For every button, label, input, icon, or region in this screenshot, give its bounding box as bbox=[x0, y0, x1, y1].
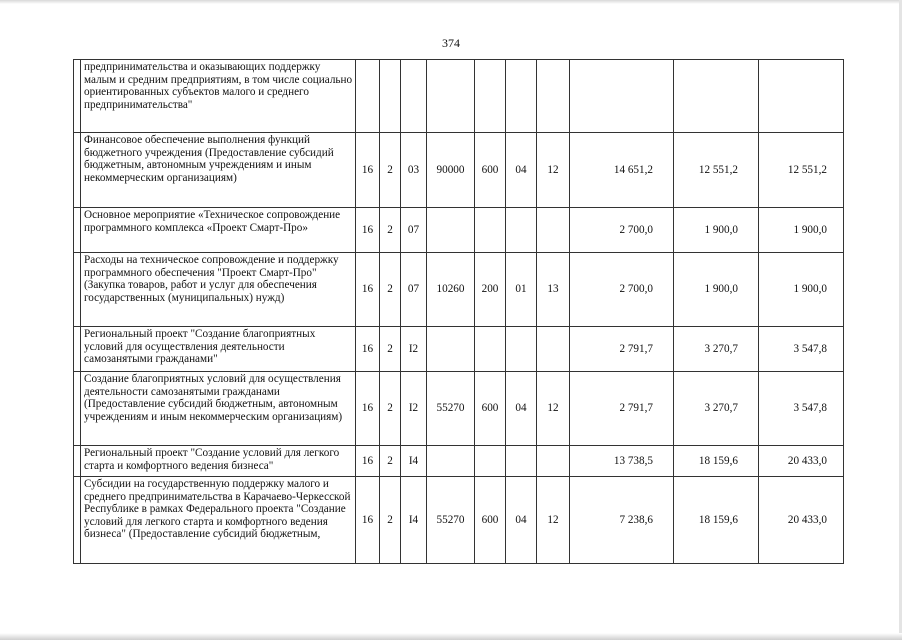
cell-c2: 2 bbox=[380, 133, 401, 208]
cell-c4 bbox=[427, 327, 475, 372]
row-name: Финансовое обеспечение выполнения функций бюджетного учреждения (Предоставление субсидий бюджетным, автономным учреждениям и иным некоммерческим организациям) bbox=[81, 133, 356, 208]
row-name: Субсидии на государственную поддержку малого и среднего предпринимательства в Карачаево-Черкесской Республике в рамках Федерального проекта "Создание условий для легкого старта и комфортного ведения бизнеса" (Предоставление субсидий бюджетным, bbox=[81, 477, 356, 564]
cell-c3 bbox=[401, 60, 427, 133]
cell-c7 bbox=[537, 327, 570, 372]
table-row bbox=[74, 253, 844, 327]
margin-cell bbox=[74, 208, 81, 253]
margin-cell bbox=[74, 446, 81, 477]
cell-value-3: 1 900,0 bbox=[759, 253, 844, 327]
scan-edge-top bbox=[0, 0, 902, 4]
cell-c4 bbox=[427, 60, 475, 133]
cell-c5: 600 bbox=[475, 477, 506, 564]
cell-c4 bbox=[427, 208, 475, 253]
cell-c6: 04 bbox=[506, 372, 537, 446]
cell-c1: 16 bbox=[356, 372, 380, 446]
cell-c7: 12 bbox=[537, 133, 570, 208]
cell-c2: 2 bbox=[380, 372, 401, 446]
margin-cell bbox=[74, 327, 81, 372]
cell-c1: 16 bbox=[356, 253, 380, 327]
cell-c1: 16 bbox=[356, 477, 380, 564]
cell-value-2: 3 270,7 bbox=[674, 327, 759, 372]
cell-c1: 16 bbox=[356, 446, 380, 477]
cell-value-3 bbox=[759, 60, 844, 133]
cell-value-1: 7 238,6 bbox=[570, 477, 674, 564]
cell-value-2: 1 900,0 bbox=[674, 208, 759, 253]
cell-c2: 2 bbox=[380, 253, 401, 327]
cell-c7 bbox=[537, 60, 570, 133]
row-name: Региональный проект "Создание условий для легкого старта и комфортного ведения бизнеса" bbox=[81, 446, 356, 477]
cell-c5 bbox=[475, 60, 506, 133]
cell-c3: 03 bbox=[401, 133, 427, 208]
cell-value-3: 12 551,2 bbox=[759, 133, 844, 208]
cell-c3: I4 bbox=[401, 477, 427, 564]
cell-c4: 55270 bbox=[427, 477, 475, 564]
margin-cell bbox=[74, 372, 81, 446]
cell-c6: 04 bbox=[506, 477, 537, 564]
table-row bbox=[74, 60, 844, 133]
cell-c3: I2 bbox=[401, 327, 427, 372]
cell-value-1: 2 700,0 bbox=[570, 208, 674, 253]
cell-c7 bbox=[537, 208, 570, 253]
cell-value-2: 3 270,7 bbox=[674, 372, 759, 446]
cell-c3: 07 bbox=[401, 208, 427, 253]
cell-c1 bbox=[356, 60, 380, 133]
cell-c7: 12 bbox=[537, 372, 570, 446]
cell-c4 bbox=[427, 446, 475, 477]
cell-c7 bbox=[537, 446, 570, 477]
row-name: предпринимательства и оказывающих поддержку малым и средним предприятиям, в том числе социально ориентированных субъектов малого и среднего предпринимательства" bbox=[81, 60, 356, 133]
cell-c6: 01 bbox=[506, 253, 537, 327]
cell-c5: 600 bbox=[475, 133, 506, 208]
cell-c5 bbox=[475, 208, 506, 253]
table-row bbox=[74, 327, 844, 372]
cell-c2: 2 bbox=[380, 208, 401, 253]
cell-c4: 55270 bbox=[427, 372, 475, 446]
cell-c5: 600 bbox=[475, 372, 506, 446]
cell-c4: 10260 bbox=[427, 253, 475, 327]
cell-value-3: 20 433,0 bbox=[759, 477, 844, 564]
cell-c1: 16 bbox=[356, 208, 380, 253]
cell-value-3: 3 547,8 bbox=[759, 372, 844, 446]
table-row bbox=[74, 477, 844, 564]
cell-c6 bbox=[506, 327, 537, 372]
row-name: Расходы на техническое сопровождение и поддержку программного обеспечения "Проект Смарт-Про" (Закупка товаров, работ и услуг для обеспечения государственных (муниципальных) нужд) bbox=[81, 253, 356, 327]
cell-c2: 2 bbox=[380, 477, 401, 564]
cell-value-2: 1 900,0 bbox=[674, 253, 759, 327]
cell-c1: 16 bbox=[356, 327, 380, 372]
cell-value-1: 14 651,2 bbox=[570, 133, 674, 208]
cell-value-2 bbox=[674, 60, 759, 133]
cell-c7: 13 bbox=[537, 253, 570, 327]
cell-c5 bbox=[475, 446, 506, 477]
cell-value-2: 12 551,2 bbox=[674, 133, 759, 208]
cell-c3: I4 bbox=[401, 446, 427, 477]
cell-c3: 07 bbox=[401, 253, 427, 327]
table-row bbox=[74, 372, 844, 446]
cell-value-1: 13 738,5 bbox=[570, 446, 674, 477]
cell-c1: 16 bbox=[356, 133, 380, 208]
page-number: 374 bbox=[442, 36, 460, 50]
cell-c5: 200 bbox=[475, 253, 506, 327]
cell-value-2: 18 159,6 bbox=[674, 446, 759, 477]
margin-cell bbox=[74, 133, 81, 208]
cell-value-1: 2 791,7 bbox=[570, 372, 674, 446]
row-name: Создание благоприятных условий для осуществления деятельности самозанятыми гражданами (Предоставление субсидий бюджетным, автономным учреждениям и иным некоммерческим организациям) bbox=[81, 372, 356, 446]
margin-cell bbox=[74, 60, 81, 133]
table-row bbox=[74, 208, 844, 253]
cell-c6: 04 bbox=[506, 133, 537, 208]
cell-value-3: 20 433,0 bbox=[759, 446, 844, 477]
cell-c6 bbox=[506, 446, 537, 477]
cell-value-3: 3 547,8 bbox=[759, 327, 844, 372]
table-row bbox=[74, 446, 844, 477]
margin-cell bbox=[74, 477, 81, 564]
budget-table bbox=[73, 59, 844, 564]
cell-value-1: 2 700,0 bbox=[570, 253, 674, 327]
cell-c4: 90000 bbox=[427, 133, 475, 208]
cell-c5 bbox=[475, 327, 506, 372]
cell-c2: 2 bbox=[380, 446, 401, 477]
cell-c7: 12 bbox=[537, 477, 570, 564]
cell-value-1: 2 791,7 bbox=[570, 327, 674, 372]
cell-value-1 bbox=[570, 60, 674, 133]
cell-value-3: 1 900,0 bbox=[759, 208, 844, 253]
scan-edge-bottom bbox=[0, 633, 902, 640]
cell-c2: 2 bbox=[380, 327, 401, 372]
cell-value-2: 18 159,6 bbox=[674, 477, 759, 564]
margin-cell bbox=[74, 253, 81, 327]
row-name: Основное мероприятие «Техническое сопровождение программного комплекса «Проект Смарт-Про» bbox=[81, 208, 356, 253]
table-row bbox=[74, 133, 844, 208]
cell-c6 bbox=[506, 60, 537, 133]
row-name: Региональный проект "Создание благоприятных условий для осуществления деятельности самозанятыми гражданами" bbox=[81, 327, 356, 372]
cell-c3: I2 bbox=[401, 372, 427, 446]
cell-c6 bbox=[506, 208, 537, 253]
cell-c2 bbox=[380, 60, 401, 133]
